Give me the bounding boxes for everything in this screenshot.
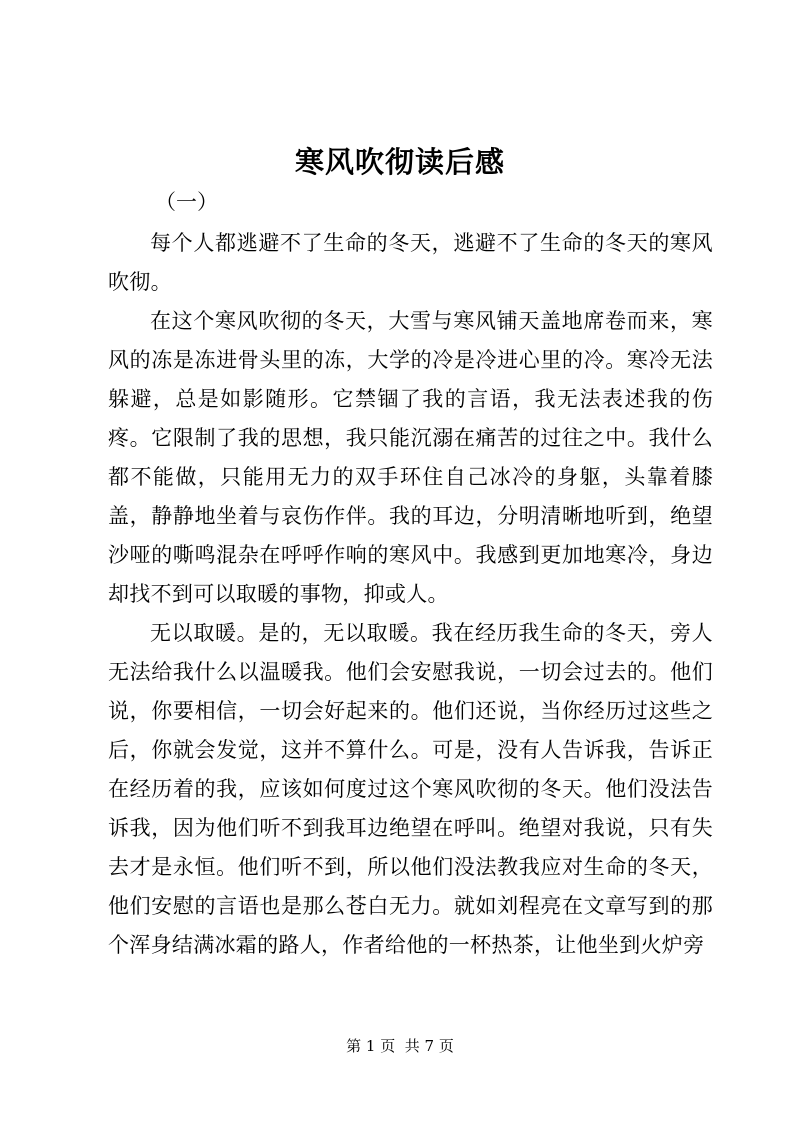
page-footer (0, 1035, 800, 1057)
paragraph-3: 无以取暖。是的，无以取暖。我在经历我生命的冬天，旁人无法给我什么以温暖我。他们会安慰我说，一切会过去的。他们说，你要相信，一切会好起来的。他们还说，当你经历过这些之后，你就会发觉，这并不算什么。可是，没有人告诉我，告诉正在经历着的我，应该如何度过这个寒风吹彻的冬天。他们没法告诉我，因为他们听不到我耳边绝望在呼叫。绝望对我说，只有失去才是永恒。他们听不到，所以他们没法教我应对生命的冬天，他们安慰的言语也是那么苍白无力。就如刘程亮在文章写到的那个浑身结满冰霜的路人，作者给他的一杯热茶，让他坐到火炉旁 (108, 621, 713, 957)
section-label: （一） (155, 190, 218, 214)
document-body (108, 224, 713, 965)
document-title: 寒风吹彻读后感 (294, 145, 505, 179)
page-number: 第 1 页 (346, 1037, 396, 1055)
footer-spacer (395, 1037, 405, 1055)
paragraph-1: 每个人都逃避不了生命的冬天，逃避不了生命的冬天的寒风吹彻。 (108, 231, 713, 294)
page-total: 共 7 页 (404, 1037, 454, 1055)
paragraph-2: 在这个寒风吹彻的冬天，大雪与寒风铺天盖地席卷而来，寒风的冻是冻进骨头里的冻，大学的冷是冷进心里的冷。寒冷无法躲避，总是如影随形。它禁锢了我的言语，我无法表述我的伤疼。它限制了我的思想，我只能沉溺在痛苦的过往之中。我什么都不能做，只能用无力的双手环住自己冰冷的身躯，头靠着膝盖，静静地坐着与哀伤作伴。我的耳边，分明清晰地听到，绝望沙哑的嘶鸣混杂在呼呼作响的寒风中。我感到更加地寒冷，身边却找不到可以取暖的事物，抑或人。 (108, 309, 713, 606)
